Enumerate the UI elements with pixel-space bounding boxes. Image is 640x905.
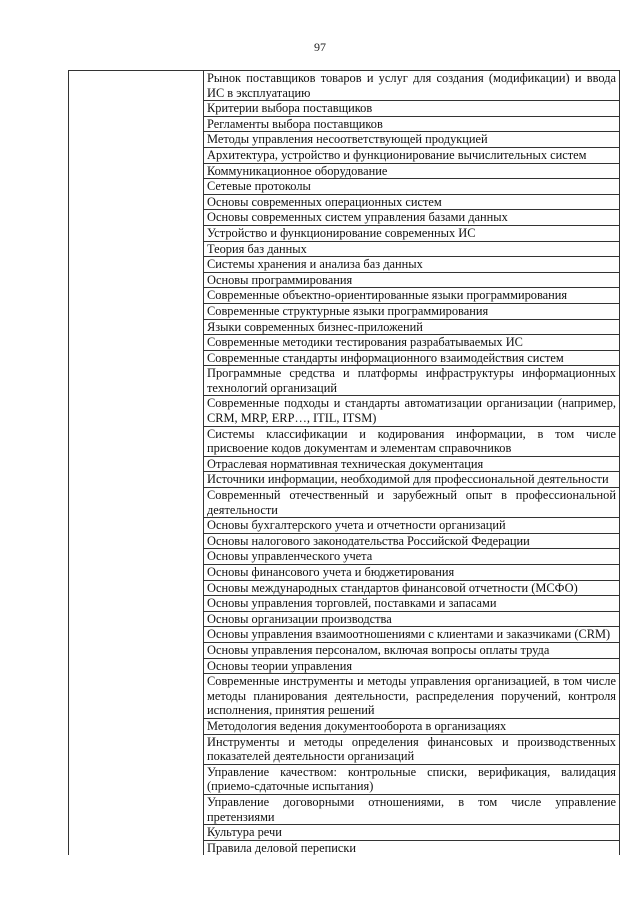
knowledge-item: Сетевые протоколы <box>204 179 620 195</box>
knowledge-item: Современные стандарты информационного взаимодействия систем <box>204 350 620 366</box>
knowledge-item: Основы современных операционных систем <box>204 194 620 210</box>
requirements-table <box>68 70 620 855</box>
knowledge-item: Основы бухгалтерского учета и отчетности организаций <box>204 518 620 534</box>
knowledge-item: Основы современных систем управления базами данных <box>204 210 620 226</box>
empty-label-cell <box>69 71 204 856</box>
knowledge-item: Современные структурные языки программирования <box>204 303 620 319</box>
knowledge-item: Современный отечественный и зарубежный опыт в профессиональной деятельности <box>204 488 620 518</box>
knowledge-item: Современные объектно-ориентированные языки программирования <box>204 288 620 304</box>
knowledge-item: Правила деловой переписки <box>204 840 620 855</box>
knowledge-item: Основы управления торговлей, поставками и запасами <box>204 596 620 612</box>
knowledge-item: Основы управления взаимоотношениями с клиентами и заказчиками (CRM) <box>204 627 620 643</box>
knowledge-item: Рынок поставщиков товаров и услуг для создания (модификации) и ввода ИС в эксплуатацию <box>204 71 620 101</box>
knowledge-item: Инструменты и методы определения финансовых и производственных показателей деятельности организаций <box>204 734 620 764</box>
knowledge-item: Управление договорными отношениями, в том числе управление претензиями <box>204 794 620 824</box>
knowledge-item: Методы управления несоответствующей продукцией <box>204 132 620 148</box>
knowledge-item: Основы управления персоналом, включая вопросы оплаты труда <box>204 642 620 658</box>
table-row <box>69 71 620 101</box>
knowledge-item: Источники информации, необходимой для профессиональной деятельности <box>204 472 620 488</box>
knowledge-item: Методология ведения документооборота в организациях <box>204 718 620 734</box>
knowledge-item: Современные методики тестирования разрабатываемых ИС <box>204 335 620 351</box>
knowledge-item: Основы управленческого учета <box>204 549 620 565</box>
knowledge-item: Критерии выбора поставщиков <box>204 101 620 117</box>
knowledge-item: Программные средства и платформы инфраструктуры информационных технологий организаций <box>204 366 620 396</box>
knowledge-item: Системы классификации и кодирования информации, в том числе присвоение кодов документам и элементам справочников <box>204 426 620 456</box>
knowledge-item: Языки современных бизнес-приложений <box>204 319 620 335</box>
knowledge-item: Системы хранения и анализа баз данных <box>204 257 620 273</box>
knowledge-item: Регламенты выбора поставщиков <box>204 116 620 132</box>
knowledge-item: Современные подходы и стандарты автоматизации организации (например, CRM, MRP, ERP…, ITIL, ITSM) <box>204 396 620 426</box>
knowledge-item: Современные инструменты и методы управления организацией, в том числе методы планирования деятельности, распределения поручений, контроля исполнения, принятия решений <box>204 674 620 719</box>
knowledge-item: Теория баз данных <box>204 241 620 257</box>
knowledge-item: Основы организации производства <box>204 611 620 627</box>
knowledge-item: Отраслевая нормативная техническая документация <box>204 456 620 472</box>
knowledge-item: Основы теории управления <box>204 658 620 674</box>
knowledge-item: Основы налогового законодательства Российской Федерации <box>204 533 620 549</box>
knowledge-item: Архитектура, устройство и функционирование вычислительных систем <box>204 147 620 163</box>
knowledge-item: Основы финансового учета и бюджетирования <box>204 565 620 581</box>
requirements-table-body <box>69 71 620 856</box>
knowledge-item: Культура речи <box>204 825 620 841</box>
knowledge-item: Основы международных стандартов финансовой отчетности (МСФО) <box>204 580 620 596</box>
page-number: 97 <box>314 40 326 54</box>
knowledge-item: Устройство и функционирование современных ИС <box>204 225 620 241</box>
knowledge-item: Основы программирования <box>204 272 620 288</box>
knowledge-item: Коммуникационное оборудование <box>204 163 620 179</box>
knowledge-item: Управление качеством: контрольные списки, верификация, валидация (приемо-сдаточные испытания) <box>204 764 620 794</box>
